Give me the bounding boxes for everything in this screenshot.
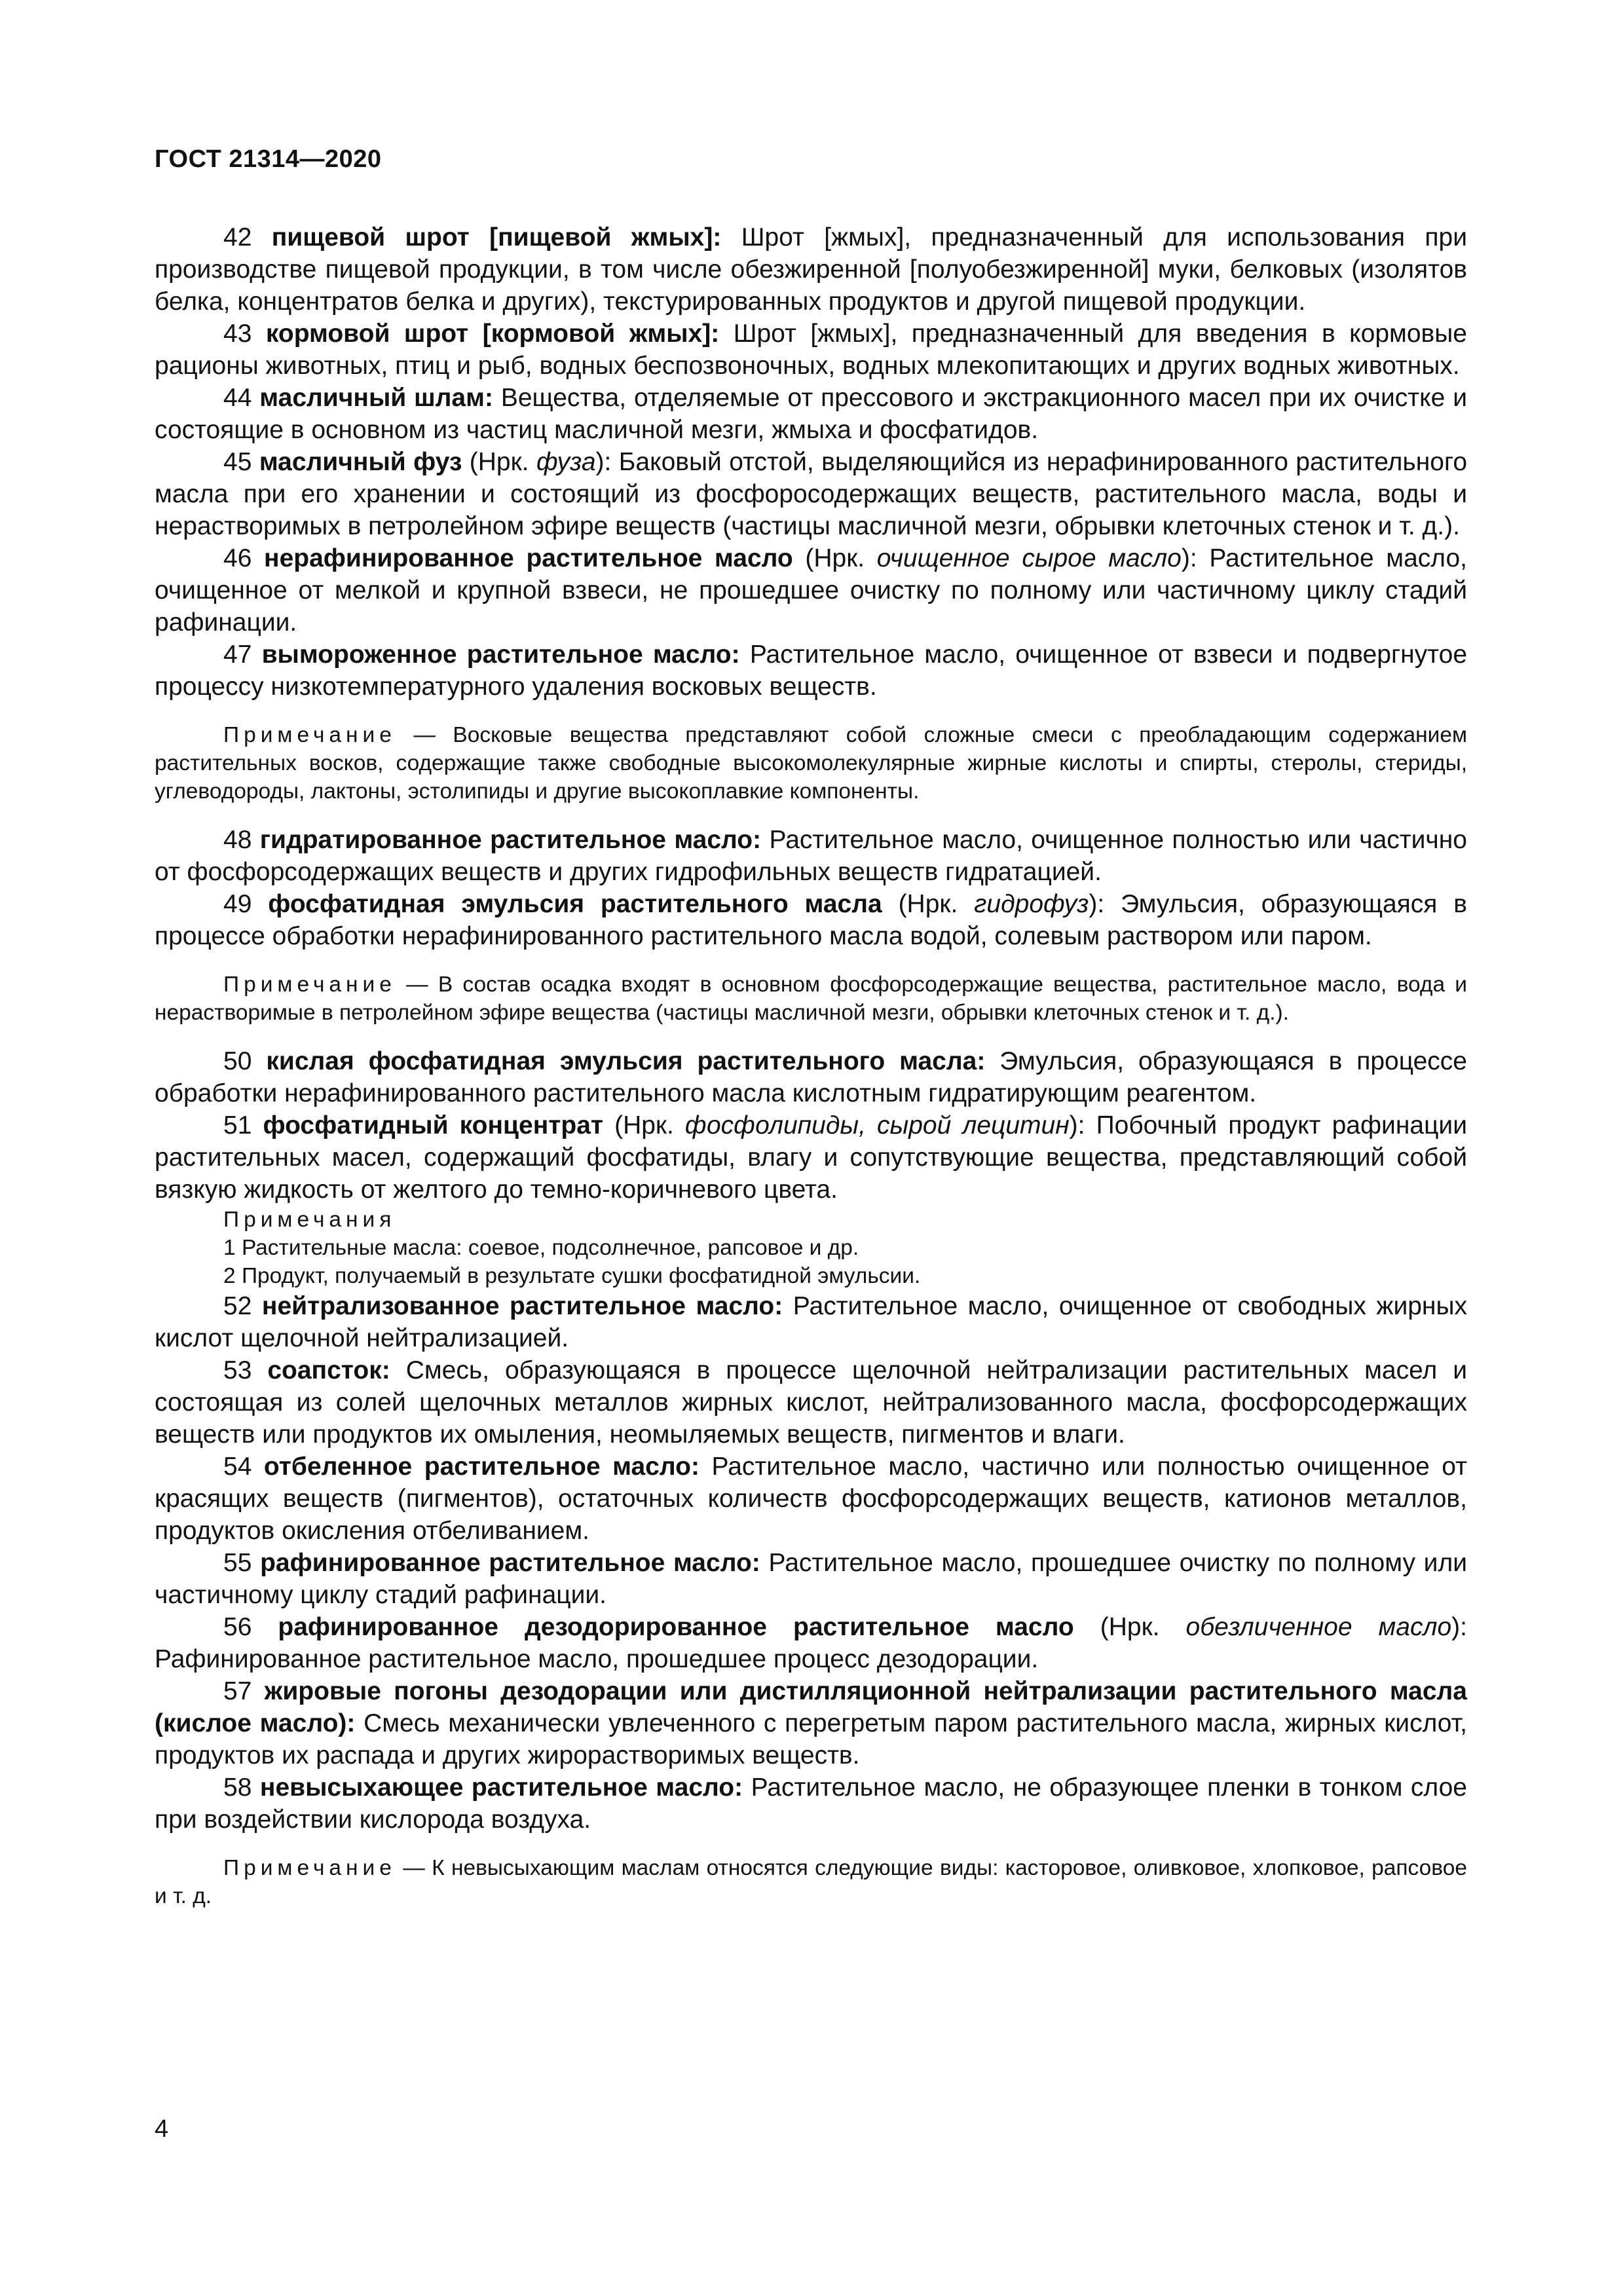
term-entry-54 <box>155 1451 1467 1547</box>
term-entry-51 <box>155 1109 1467 1206</box>
deprecated-suffix: ): <box>1069 1111 1085 1139</box>
term-definition: Смесь, образующаяся в процессе щелочной нейтрализации растительных масел и состоящая из солей щелочных металлов жирных кислот, нейтрализованного масла, фосфорсодержащих веществ или продуктов их омыления, неомыляемых веществ, пигментов и влаги. <box>155 1356 1467 1449</box>
terms-body <box>155 221 1467 1910</box>
term-name: фосфатидная эмульсия растительного масла <box>268 890 882 918</box>
term-definition: Вещества, отделяемые от прессового и экстракционного масел при их очистке и состоящие в основном из частиц масличной мезги, жмыха и фосфатидов. <box>155 384 1467 444</box>
note-label: Примечание <box>223 972 396 997</box>
term-number: 42 <box>223 223 252 251</box>
deprecated-suffix: ): <box>1089 890 1105 918</box>
term-number: 55 <box>223 1549 252 1577</box>
term-name: рафинированное дезодорированное растительное масло <box>278 1613 1074 1641</box>
deprecated-term: фосфолипиды, сырой лецитин <box>684 1111 1070 1139</box>
term-name: нейтрализованное растительное масло: <box>261 1292 783 1320</box>
term-definition: Рафинированное растительное масло, прошедшее процесс дезодорации. <box>155 1645 1039 1673</box>
term-entry-55 <box>155 1547 1467 1611</box>
note-item: 2 Продукт, получаемый в результате сушки фосфатидной эмульсии. <box>223 1264 921 1288</box>
deprecated-term: гидрофуз <box>974 890 1089 918</box>
term-name: соапсток: <box>267 1356 390 1384</box>
note-text: — К невысыхающим маслам относятся следующие виды: касторовое, оливковое, хлопковое, рапсовое и т. д. <box>155 1856 1467 1908</box>
term-entry-42 <box>155 221 1467 318</box>
term-name: рафинированное растительное масло: <box>260 1549 760 1577</box>
term-number: 48 <box>223 826 252 854</box>
term-number: 47 <box>223 640 252 669</box>
deprecated-suffix: ): <box>1451 1613 1467 1641</box>
term-definition: Эмульсия, образующаяся в процессе обработки нерафинированного растительного масла водой, солевым раствором или паром. <box>155 890 1467 950</box>
deprecated-prefix: (Нрк. <box>469 448 529 476</box>
deprecated-term: обезличенное масло <box>1185 1613 1452 1641</box>
term-name: масличный фуз <box>259 448 462 476</box>
term-definition: Растительное масло, частично или полностью очищенное от красящих веществ (пигментов), остаточных количеств фосфорсодержащих веществ, катионов металлов, продуктов окисления отбеливанием. <box>155 1453 1468 1545</box>
note-label: Примечание <box>223 723 396 747</box>
term-entry-43 <box>155 318 1467 382</box>
term-number: 51 <box>223 1111 252 1139</box>
term-entry-49 <box>155 888 1467 952</box>
term-entry-56 <box>155 1611 1467 1675</box>
term-entry-53 <box>155 1354 1467 1451</box>
term-entry-46 <box>155 542 1467 639</box>
term-number: 49 <box>223 890 252 918</box>
term-definition: Шрот [жмых], предназначенный для введения в кормовые рационы животных, птиц и рыб, водных беспозвоночных, водных млекопитающих и других водных животных. <box>155 320 1467 380</box>
term-name: невысыхающее растительное масло: <box>259 1773 743 1802</box>
term-definition: Растительное масло, не образующее пленки в тонком слое при воздействии кислорода воздуха. <box>155 1773 1468 1834</box>
notes-label: Примечания <box>223 1208 396 1232</box>
term-number: 52 <box>223 1292 252 1320</box>
term-definition: Растительное масло, прошедшее очистку по полному или частичному циклу стадий рафинации. <box>155 1549 1467 1609</box>
term-definition: Побочный продукт рафинации растительных масел, содержащий фосфатиды, влагу и сопутствующие вещества, представляющий собой вязкую жидкость от желтого до темно-коричневого цвета. <box>155 1111 1467 1204</box>
note-item: 1 Растительные масла: соевое, подсолнечное, рапсовое и др. <box>223 1236 859 1260</box>
document-id: ГОСТ 21314—2020 <box>155 145 382 173</box>
page-number: 4 <box>155 2115 169 2143</box>
notes-51 <box>155 1206 1467 1290</box>
note-49 <box>155 971 1467 1027</box>
deprecated-prefix: (Нрк. <box>1100 1613 1160 1641</box>
term-definition: Растительное масло, очищенное от мелкой и крупной взвеси, не прошедшее очистку по полному или частичному циклу стадий рафинации. <box>155 544 1468 637</box>
term-definition: Смесь механически увлеченного с перегретым паром растительного масла, жирных кислот, продуктов их распада и других жирорастворимых веществ. <box>155 1709 1467 1769</box>
term-entry-50 <box>155 1045 1467 1109</box>
deprecated-term: фуза <box>536 448 596 476</box>
deprecated-suffix: ): <box>1181 544 1197 572</box>
deprecated-prefix: (Нрк. <box>898 890 958 918</box>
term-definition: Растительное масло, очищенное полностью или частично от фосфорсодержащих веществ и других гидрофильных веществ гидратацией. <box>155 826 1467 886</box>
term-name: вымороженное растительное масло: <box>261 640 740 669</box>
term-entry-52 <box>155 1290 1467 1354</box>
term-name: жировые погоны дезодорации или дистилляционной нейтрализации растительного масла (кислое масло): <box>155 1677 1468 1737</box>
term-number: 44 <box>223 384 252 412</box>
term-name: кормовой шрот [кормовой жмых]: <box>265 320 720 348</box>
term-number: 43 <box>223 320 252 348</box>
term-entry-58 <box>155 1771 1467 1836</box>
note-58 <box>155 1854 1467 1910</box>
term-number: 58 <box>223 1773 252 1802</box>
note-text: — В состав осадка входят в основном фосфорсодержащие вещества, растительное масло, вода и нерастворимые в петролейном эфире вещества (частицы масличной мезги, обрывки клеточных стенок и т. д.). <box>155 972 1467 1025</box>
deprecated-suffix: ): <box>595 448 612 476</box>
term-name: нерафинированное растительное масло <box>264 544 793 572</box>
term-entry-47 <box>155 639 1467 703</box>
term-entry-45 <box>155 446 1467 542</box>
term-number: 46 <box>223 544 252 572</box>
term-definition: Шрот [жмых], предназначенный для использования при производстве пищевой продукции, в том числе обезжиренной [полуобезжиренной] муки, белковых (изолятов белка, концентратов белка и других), текстурированных продуктов и другой пищевой продукции. <box>155 223 1467 316</box>
term-entry-44 <box>155 382 1467 446</box>
term-definition: Растительное масло, очищенное от взвеси и подвергнутое процессу низкотемпературного удаления восковых веществ. <box>155 640 1468 701</box>
term-definition: Баковый отстой, выделяющийся из нерафинированного растительного масла при его хранении и состоящий из фосфоросодержащих веществ, растительного масла, воды и нерастворимых в петролейном эфире веществ (частицы масличной мезги, обрывки клеточных стенок и т. д.). <box>155 448 1468 540</box>
deprecated-prefix: (Нрк. <box>614 1111 674 1139</box>
term-name: гидратированное растительное масло: <box>259 826 762 854</box>
note-text: — Восковые вещества представляют собой сложные смеси с преобладающим содержанием растительных восков, содержащие также свободные высокомолекулярные жирные кислоты и спирты, стеролы, стериды, углеводороды, лактоны, эстолипиды и другие высокоплавкие компоненты. <box>155 723 1467 804</box>
term-name: пищевой шрот [пищевой жмых]: <box>271 223 722 251</box>
term-name: отбеленное растительное масло: <box>263 1453 700 1481</box>
term-entry-48 <box>155 824 1467 888</box>
term-number: 56 <box>223 1613 252 1641</box>
term-number: 53 <box>223 1356 252 1384</box>
note-47 <box>155 721 1467 805</box>
term-number: 50 <box>223 1047 252 1075</box>
term-name: масличный шлам: <box>259 384 493 412</box>
term-name: кислая фосфатидная эмульсия растительного масла: <box>266 1047 986 1075</box>
note-label: Примечание <box>223 1856 396 1880</box>
deprecated-prefix: (Нрк. <box>805 544 865 572</box>
term-name: фосфатидный концентрат <box>263 1111 603 1139</box>
deprecated-term: очищенное сырое масло <box>876 544 1182 572</box>
term-number: 45 <box>223 448 252 476</box>
term-definition: Растительное масло, очищенное от свободных жирных кислот щелочной нейтрализацией. <box>155 1292 1468 1352</box>
term-definition: Эмульсия, образующаяся в процессе обработки нерафинированного растительного масла кислотным гидратирующим реагентом. <box>155 1047 1467 1107</box>
term-number: 54 <box>223 1453 252 1481</box>
term-number: 57 <box>223 1677 252 1705</box>
term-entry-57 <box>155 1675 1467 1771</box>
